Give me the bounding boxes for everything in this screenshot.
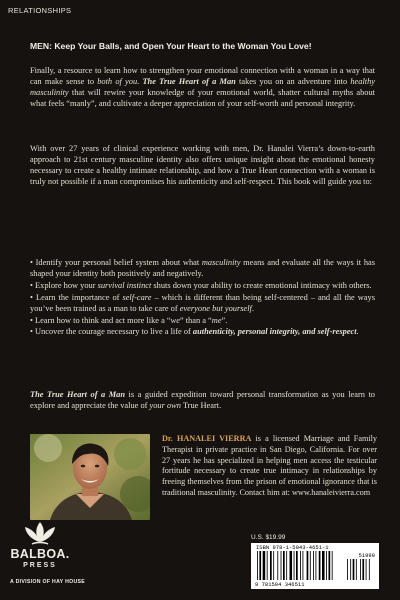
publisher-subtitle: PRESS: [23, 562, 57, 569]
intro-paragraph: Finally, a resource to learn how to strengthen your emotional connection with a woman in a way that can make sense to both of you. The True Heart of a Man takes you on an adventure into healthy masculinity that will rewire your knowledge of your emotional world, shatter cultural myths about what feels “manly”, and cultivate a deeper appreciation of your self-worth and personal integrity.: [30, 66, 376, 108]
lotus-flower-icon: [10, 520, 70, 546]
author-bio: [162, 434, 377, 499]
price-code: 51999: [358, 552, 375, 559]
price-label: U.S. $19.99: [251, 534, 286, 541]
ean-number: 9 781504 346511: [255, 581, 305, 588]
benefit-list: [30, 258, 375, 339]
closing-paragraph: The True Heart of a Man is a guided expedition toward personal transformation as you learn to explore and appreciate the value of your own True Heart.: [30, 390, 375, 410]
author-name: Dr. HANALEI VIERRA: [162, 434, 252, 443]
author-photo: [30, 434, 150, 520]
author-bio-text: is a licensed Marriage and Family Therapist in private practice in San Diego, California. For over 27 years he has specialized in helping men access the testicular fortitude necessary to create true intimacy in relationships by freeing themselves from the prison of emotional ignorance that is traditional masculinity. Contact him at: www.hanaleivierra.com: [162, 434, 377, 497]
list-item: • Uncover the courage necessary to live a life of authenticity, personal integrity, and self-respect.: [30, 327, 359, 337]
isbn-number: ISBN 978-1-5043-4651-1: [256, 544, 329, 551]
list-item: • Learn how to think and act more like a “we” than a “me”.: [30, 315, 228, 325]
category-label: RELATIONSHIPS: [8, 6, 72, 15]
author-portrait: [30, 434, 150, 520]
list-item: • Identify your personal belief system about what masculinity means and evaluate all the ways it has shaped your identity both positively and negatively.: [30, 258, 375, 278]
barcode: [251, 543, 379, 589]
publisher-logo: [10, 520, 86, 600]
headline: MEN: Keep Your Balls, and Open Your Heart to the Woman You Love!: [30, 41, 312, 51]
publisher-tagline: A DIVISION OF HAY HOUSE: [10, 579, 86, 585]
publisher-name: BALBOA.: [10, 547, 70, 561]
list-item: • Explore how your survival instinct shuts down your ability to create emotional intimacy with others.: [30, 280, 372, 290]
list-item: • Learn the importance of self-care – which is different than being self-centered – and all the ways you’ve been trained as a man to take care of everyone but yourself.: [30, 292, 375, 313]
experience-paragraph: With over 27 years of clinical experience working with men, Dr. Hanalei Vierra’s down-to-earth approach to 21st century masculine identity also offers unique insight about the emotional honesty necessary to create a healthy intimate relationship, and how a True Heart connection with a woman is truly not possible if a man compromises his authenticity and self-respect. This book will guide you to:: [30, 144, 375, 186]
